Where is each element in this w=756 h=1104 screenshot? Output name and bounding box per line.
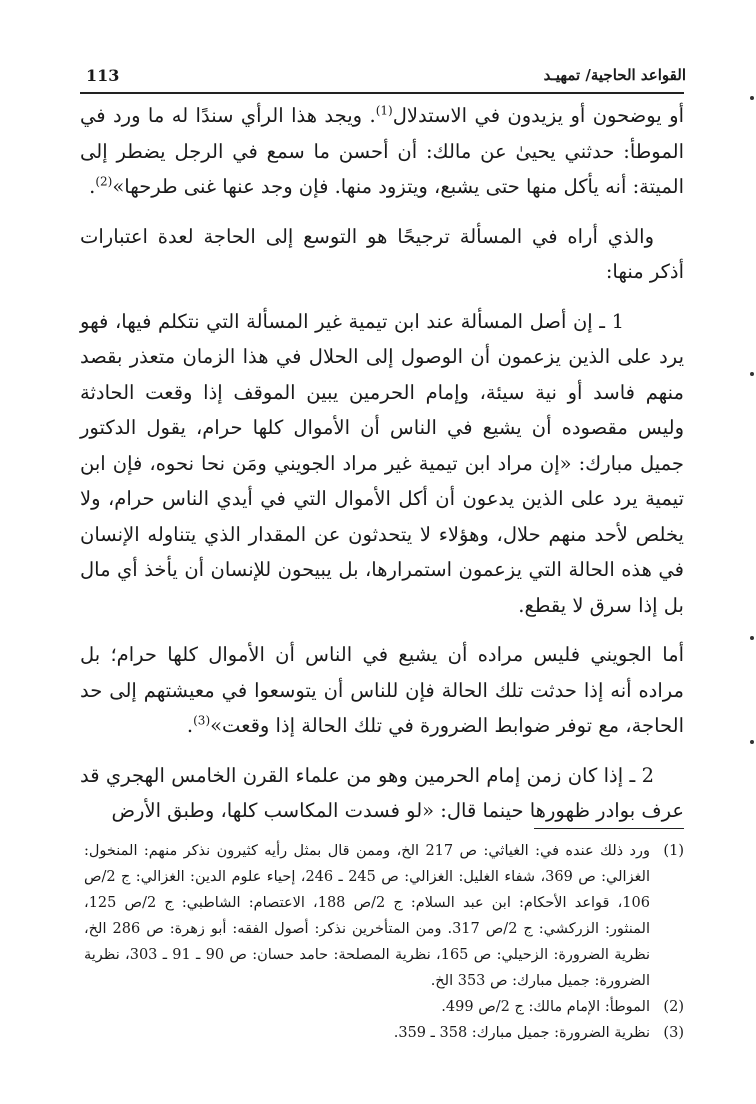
- footnotes: [84, 838, 684, 1046]
- footnote-3: [84, 1020, 684, 1046]
- paragraph-text: 2 ـ إذا كان زمن إمام الحرمين وهو من علماء القرن الخامس الهجري قد عرف بوادر ظهورها حينما قال: «لو فسدت المكاسب كلها، وطبق الأرض: [80, 763, 684, 822]
- paragraph-4: [80, 637, 684, 744]
- paragraph-text: .: [89, 175, 96, 198]
- paragraph-text: . ويجد هذا الرأي سندًا له ما ورد في الموطأ: حدثني يحيىٰ عن مالك: أن أحسن ما سمع في الرجل يضطر إلى الميتة: أنه يأكل منها حتى يشبع، ويتزود منها. فإن وجد عنها غنى طرحها»: [80, 104, 684, 198]
- footnote-1: [84, 838, 684, 994]
- scan-mark: [750, 636, 754, 640]
- header-rule: [80, 92, 684, 94]
- paragraph-3: [80, 304, 684, 624]
- footnote-ref-2[interactable]: (2): [95, 174, 113, 189]
- body-text: [80, 98, 684, 843]
- footnote-number: (3): [663, 1025, 684, 1041]
- paragraph-text: والذي أراه في المسألة ترجيحًا هو التوسع إلى الحاجة لعدة اعتبارات أذكر منها:: [80, 224, 684, 283]
- scan-mark: [750, 740, 754, 744]
- footnote-2: [84, 994, 684, 1020]
- footnote-text: نظرية الضرورة: جميل مبارك: 358 ـ 359.: [393, 1025, 650, 1041]
- footnote-number: (1): [663, 843, 684, 859]
- footnote-separator: [534, 828, 684, 829]
- scan-mark: [750, 96, 754, 100]
- footnote-text: الموطأ: الإمام مالك: ج 2/ص 499.: [441, 999, 650, 1015]
- footnote-ref-1[interactable]: (1): [375, 103, 393, 118]
- paragraph-2: [80, 219, 684, 290]
- page-header: [86, 60, 686, 90]
- page-number: 113: [86, 65, 120, 85]
- paragraph-text: 1 ـ إن أصل المسألة عند ابن تيمية غير المسألة التي نتكلم فيها، فهو يرد على الذين يزعمون أن الوصول إلى الحلال في هذا الزمان متعذر بقصد منهم فاسد أو نية سيئة، وإمام الحرمين يبين الموقف إذا وقعت الحادثة وليس مقصوده أن يشيع في الناس أن الأموال كلها حرام، يقول الدكتور جميل مبارك: «إن مراد ابن تيمية غير مراد الجويني ومَن نحا نحوه، فإن ابن تيمية يرد على الذين يدعون أن أكل الأموال التي في أيدي الناس حرام، ولا يخلص لأحد منهم حلال، وهؤلاء لا يتحدثون عن المقدار الذي يتناوله الإنسان في هذه الحالة التي يزعمون استمرارها، بل يبيحون للإنسان أن يأخذ أي مال بل إذا سرق لا يقطع.: [80, 309, 684, 617]
- running-head: القواعد الحاجية/ تمهيـد: [543, 66, 686, 84]
- scan-mark: [750, 372, 754, 376]
- footnote-number: (2): [663, 999, 684, 1015]
- paragraph-5: [80, 758, 684, 829]
- paragraph-text: أو يوضحون أو يزيدون في الاستدلال: [392, 104, 684, 127]
- paragraph-1: [80, 98, 684, 205]
- paragraph-text: أما الجويني فليس مراده أن يشيع في الناس أن الأموال كلها حرام؛ بل مراده أنه إذا حدثت تلك الحالة فإن للناس أن يتوسعوا في معيشتهم إلى حد الحاجة، مع توفر ضوابط الضرورة في تلك الحالة إذا وقعت»: [80, 643, 684, 737]
- footnote-text: ورد ذلك عنده في: الغياثي: ص 217 الخ، وممن قال بمثل رأيه كثيرون نذكر منهم: المنخول: الغزالي: ص 369، شفاء الغليل: الغزالي: ص 245 ـ 246، إحياء علوم الدين: الغزالي: ج 2/ص 106، قواعد الأحكام: ابن عبد السلام: ج 2/ص 188، الاعتصام: الشاطبي: ج 2/ص 125، المنثور: الزركشي: ج 2/ص 317. ومن المتأخرين نذكر: أصول الفقه: أبو زهرة: ص 286 الخ، نظرية الضرورة: الزحيلي: ص 165، نظرية المصلحة: حامد حسان: ص 90 ـ 91 ـ 303، نظرية الضرورة: جميل مبارك: ص 353 الخ.: [84, 843, 651, 989]
- footnote-ref-3[interactable]: (3): [193, 713, 211, 728]
- paragraph-text: .: [186, 714, 194, 737]
